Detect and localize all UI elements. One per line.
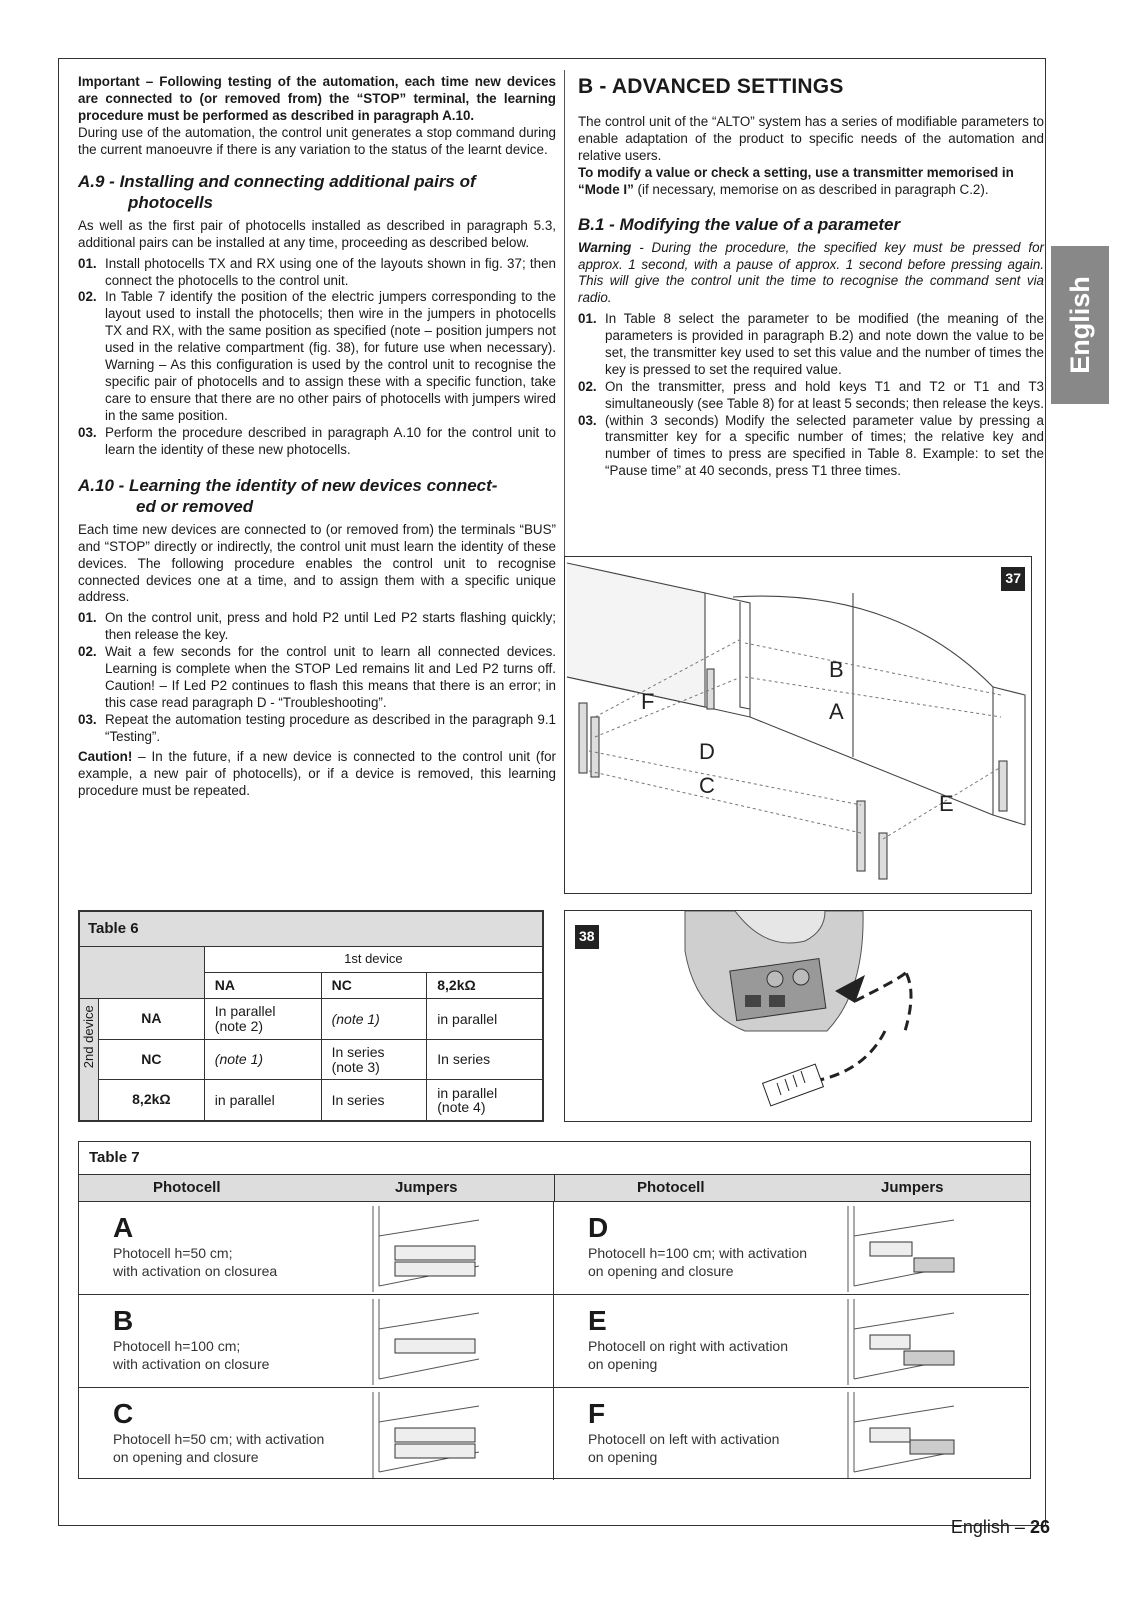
step-text: Wait a few seconds for the control unit to learn all connected devices. Learning is complete when the STOP Led remains lit and Led P2 turns off. Caution! – If Led P2 continues to flash this means that there is an error; in this case read paragraph D - “Troubleshooting”. <box>105 644 556 710</box>
config-letter: F <box>588 1398 606 1429</box>
photocell-config-a <box>79 1202 554 1295</box>
step-number: 03. <box>78 711 97 727</box>
step-number: 03. <box>578 412 597 428</box>
col-header: NC <box>321 972 427 999</box>
table-cell: In series <box>321 1080 427 1121</box>
header-jumpers: Jumpers <box>881 1179 944 1196</box>
label-d: D <box>699 739 715 764</box>
section-a10-heading <box>78 476 556 517</box>
step-text: In Table 8 select the parameter to be modified (the meaning of the parameters is provided in paragraph B.2) and note down the value to be set, the transmitter key used to set this value and the number of times the key is pressed to set the required value. <box>605 311 1044 377</box>
jumper-diagram <box>844 1392 964 1478</box>
warning-label: Warning <box>578 239 632 255</box>
language-tab <box>1051 246 1109 404</box>
col-header: NA <box>204 972 321 999</box>
figure-number: 38 <box>575 925 599 949</box>
step-number: 01. <box>78 255 97 271</box>
section-b-title: B - ADVANCED SETTINGS <box>578 75 844 98</box>
config-description: Photocell on left with activation on opening <box>588 1431 780 1466</box>
section-title-cont: photocells <box>128 193 214 213</box>
photocell-config-d <box>554 1202 1029 1295</box>
header-photocell: Photocell <box>153 1179 221 1196</box>
config-description: Photocell on right with activation on opening <box>588 1338 788 1373</box>
table-6 <box>78 910 544 1122</box>
jumper-diagram <box>844 1206 964 1292</box>
jumper-diagram <box>369 1392 489 1478</box>
table-7-grid <box>79 1202 1030 1480</box>
right-column <box>578 74 1044 480</box>
header-left <box>79 1175 555 1201</box>
gate-photocell-illustration <box>565 557 1031 893</box>
step-number: 01. <box>578 311 597 327</box>
a9-body: As well as the first pair of photocells installed as described in paragraph 5.3, additional pairs can be installed at any time, proceeding as described below. <box>78 217 556 250</box>
table-cell: In series <box>427 1039 543 1080</box>
section-a9-heading <box>78 172 556 213</box>
important-note: Important – Following testing of the automation, each time new devices are connected to (or removed from) the “STOP” terminal, the learning procedure must be performed as described in paragraph A.10. <box>78 74 556 123</box>
section-number: A.9 - <box>78 172 115 192</box>
row-header: 8,2kΩ <box>99 1080 205 1121</box>
section-title-cont: ed or removed <box>136 497 254 517</box>
step <box>78 610 556 644</box>
table-cell: (note 1) <box>204 1039 321 1080</box>
config-description: Photocell h=100 cm; with activation on opening and closure <box>588 1245 808 1280</box>
label-c: C <box>699 773 715 798</box>
second-device-text: 2nd device <box>80 1005 96 1069</box>
intro-paragraph: During use of the automation, the control unit generates a stop command during the current manoeuvre if there is any variation to the status of the learnt device. <box>78 124 556 157</box>
step-number: 02. <box>78 644 97 660</box>
step-text: Install photocells TX and RX using one of the layouts shown in fig. 37; then connect the photocells to the control unit. <box>105 255 556 288</box>
jumper-diagram <box>844 1299 964 1385</box>
config-description: Photocell h=100 cm; with activation on closure <box>113 1338 270 1373</box>
table-cell: In series (note 3) <box>321 1039 427 1080</box>
config-letter: C <box>113 1398 134 1429</box>
step-number: 02. <box>78 289 97 305</box>
config-letter: D <box>588 1212 609 1243</box>
config-description: Photocell h=50 cm; with activation on opening and closure <box>113 1431 325 1466</box>
step <box>578 311 1044 379</box>
step <box>78 256 556 290</box>
warning-text: - During the procedure, the specified key must be pressed for approx. 1 second, with a pause of approx. 1 second before pressing again. This will give the control unit the time to recognise the command sent via radio. <box>578 239 1044 306</box>
config-letter: A <box>113 1212 134 1243</box>
section-b1-heading: B.1 - Modifying the value of a parameter <box>578 214 901 234</box>
a10-steps <box>78 610 556 745</box>
config-letter: B <box>113 1305 134 1336</box>
figure-number: 37 <box>1001 567 1025 591</box>
modify-bold: To modify a value or check a setting, use a transmitter memorised in “Mode I” <box>578 165 1014 198</box>
language-tab-label: English <box>1064 276 1095 374</box>
col-header: 8,2kΩ <box>427 972 543 999</box>
label-a: A <box>829 699 844 724</box>
step <box>78 425 556 459</box>
row-header: NA <box>99 999 205 1040</box>
header-jumpers: Jumpers <box>395 1179 458 1196</box>
step <box>578 379 1044 413</box>
label-e: E <box>939 791 954 816</box>
step-text: Repeat the automation testing procedure as described in the paragraph 9.1 “Testing”. <box>105 711 556 744</box>
row-header: NC <box>99 1039 205 1080</box>
b-modify-note <box>578 165 1044 199</box>
table-7 <box>78 1141 1031 1479</box>
caution-label: Caution! <box>78 749 133 765</box>
step-number: 01. <box>78 610 97 626</box>
modify-rest: (if necessary, memorise on as described in paragraph C.2). <box>633 182 989 198</box>
step <box>78 289 556 424</box>
section-title: Learning the identity of new devices connect- <box>129 476 498 496</box>
table-cell: (note 1) <box>321 999 427 1040</box>
section-title: Installing and connecting additional pairs of <box>119 172 476 192</box>
table-cell: in parallel <box>204 1080 321 1121</box>
label-b: B <box>829 657 844 682</box>
photocell-config-f <box>554 1388 1029 1480</box>
photocell-config-e <box>554 1295 1029 1388</box>
a10-body: Each time new devices are connected to (or removed from) the terminals “BUS” and “STOP” directly or indirectly, the control unit must learn the identity of these devices. The following procedure enables the control unit to recognise connected devices one at a time, and to assign them with a specific unique address. <box>78 521 556 605</box>
photocell-config-b <box>79 1295 554 1388</box>
page-footer <box>951 1516 1050 1539</box>
jumper-illustration <box>565 911 1031 1121</box>
caution-paragraph <box>78 749 556 800</box>
first-device-label: 1st device <box>204 947 542 972</box>
table-6-grid <box>79 911 543 1121</box>
config-description: Photocell h=50 cm; with activation on closurea <box>113 1245 278 1280</box>
step <box>78 712 556 746</box>
header-right <box>555 1175 1030 1201</box>
corner-cell <box>80 947 205 999</box>
caution-text: – In the future, if a new device is connected to the control unit (for example, a new pair of photocells), or if a device is removed, this learning procedure must be repeated. <box>78 749 556 799</box>
table-title: Table 7 <box>79 1142 1030 1175</box>
b1-warning <box>578 240 1044 308</box>
left-column <box>78 74 556 800</box>
step-text: In Table 7 identify the position of the electric jumpers corresponding to the layout used to install the photocells; then wire in the jumpers in photocells TX and RX, with the same position as specified (note – position jumpers not used in the relative compartment (fig. 38), for future use when necessary). Warning – As this configuration is used by the control unit to recognise the specific pair of photocells and to assign these with a specific function, take care to ensure that there are no other pairs of photocells with jumpers wired in the same position. <box>105 289 556 423</box>
table-title: Table 6 <box>80 912 543 947</box>
figure-37 <box>564 556 1032 894</box>
header-photocell: Photocell <box>637 1179 705 1196</box>
footer-label: English – <box>950 1517 1025 1537</box>
label-f: F <box>641 689 655 714</box>
b1-steps <box>578 311 1044 480</box>
table-cell: in parallel (note 4) <box>427 1080 543 1121</box>
step <box>78 644 556 712</box>
jumper-diagram <box>369 1299 489 1385</box>
page-number: 26 <box>1029 1517 1050 1537</box>
table-cell: In parallel (note 2) <box>204 999 321 1040</box>
step-number: 02. <box>578 378 597 394</box>
b-intro: The control unit of the “ALTO” system has a series of modifiable parameters to enable adaptation of the product to specific needs of the automation and relative users. <box>578 114 1044 164</box>
photocell-config-c <box>79 1388 554 1480</box>
step <box>578 413 1044 481</box>
second-device-label <box>80 999 99 1121</box>
step-number: 03. <box>78 424 97 440</box>
jumper-diagram <box>369 1206 489 1292</box>
step-text: Perform the procedure described in paragraph A.10 for the control unit to learn the identity of these new photocells. <box>105 424 556 457</box>
table-header-row <box>79 1175 1030 1202</box>
config-letter: E <box>588 1305 607 1336</box>
table-cell: in parallel <box>427 999 543 1040</box>
step-text: On the transmitter, press and hold keys T1 and T2 or T1 and T3 simultaneously (see Table 8) for at least 5 seconds; then release the keys. <box>605 378 1044 411</box>
a9-steps <box>78 256 556 459</box>
step-text: (within 3 seconds) Modify the selected parameter value by pressing a transmitter key for a specific number of times; the relative key and number of times to press are specified in Table 8. Example: to set the “Pause time” at 40 seconds, press T1 three times. <box>605 412 1044 479</box>
step-text: On the control unit, press and hold P2 until Led P2 starts flashing quickly; then release the key. <box>105 610 556 643</box>
section-number: A.10 - <box>78 476 125 496</box>
figure-38 <box>564 910 1032 1122</box>
